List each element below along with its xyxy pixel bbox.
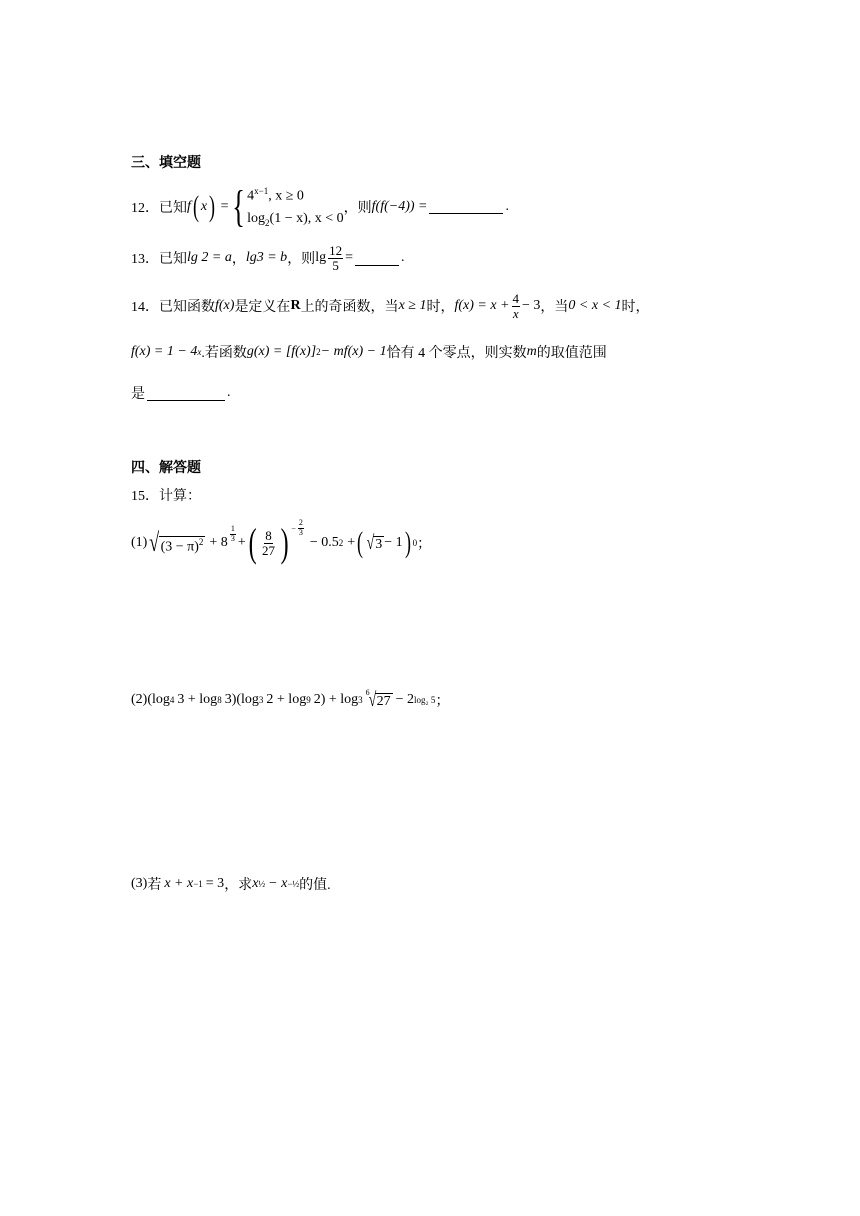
- q13-fraction: [328, 244, 343, 272]
- q15-p3-text2: ，求: [224, 878, 253, 893]
- q14-text-e: ，当: [540, 300, 569, 316]
- q15-p1-exp-num: 2: [298, 518, 303, 528]
- q15-number: 15．: [131, 489, 159, 504]
- q12-case1-exp: x−1: [254, 186, 269, 196]
- q14-fx-def2: f(x) = 1 − 4: [131, 344, 198, 359]
- q14-text-d: 时，: [426, 300, 455, 316]
- q15-p1-sqrt-body: (3 − π): [160, 540, 199, 555]
- q15-p3-label: (3): [131, 876, 148, 891]
- q15-p3-text3: 的值.: [299, 878, 331, 893]
- question-14-line-3: [131, 383, 231, 403]
- q14-fdef-right: − 3: [522, 298, 541, 314]
- section-4-title: 四、解答题: [131, 461, 201, 476]
- q13-lg: lg: [315, 250, 327, 266]
- q14-text-i: 的取值范围: [536, 346, 607, 361]
- q15-p1-minus1: − 1: [384, 535, 403, 550]
- sqrt-symbol: √ 27: [368, 689, 391, 711]
- answer-blank[interactable]: [429, 199, 503, 214]
- q12-case1-base: 4: [247, 188, 255, 204]
- question-13: [131, 244, 404, 272]
- q12-f: f: [187, 198, 191, 214]
- q15-p1-fraction: [261, 529, 276, 557]
- q15-p1-8-exp-den: 3: [230, 533, 235, 543]
- q13-text1: 已知: [159, 252, 187, 268]
- q14-g-exp: 2: [316, 347, 321, 357]
- q15-p1-plus3: +: [347, 535, 356, 550]
- q13-sep: ，: [231, 252, 246, 268]
- q15-p3-x2-exp: −½: [287, 879, 300, 889]
- q14-number: 14．: [131, 300, 159, 316]
- answer-blank[interactable]: [355, 251, 399, 266]
- q13-eq: =: [345, 250, 353, 266]
- q15-p1-exp-frac: [298, 519, 304, 537]
- q15-p1-exp-den: 3: [298, 527, 303, 537]
- q15-p3-minus: − x: [268, 876, 288, 891]
- q12-case2-rest: (1 − x), x < 0: [269, 210, 344, 226]
- q15-p2-root-body: 27: [376, 694, 391, 709]
- q15-part-3: [131, 874, 331, 894]
- question-14-line-1: [131, 292, 650, 320]
- q15-p1-sqrt-exp: 2: [198, 537, 204, 548]
- q12-case-2: [247, 208, 344, 234]
- q12-case2-sub: 2: [265, 217, 270, 228]
- q15-p2-end: ；: [435, 694, 450, 709]
- q14-text-j: 是: [131, 387, 145, 402]
- q15-p2-a-sub: 4: [169, 695, 175, 705]
- q15-p1-root-body: 3: [375, 537, 383, 552]
- q14-fraction: [512, 292, 521, 320]
- q14-fx-exp: x: [197, 347, 202, 357]
- q12-var: x: [200, 198, 208, 214]
- q15-p2-c: 3)(log: [224, 692, 259, 707]
- q15-p2-e: 2) + log: [313, 692, 359, 707]
- q14-frac-num: 4: [512, 291, 520, 306]
- q14-fx: f(x): [215, 298, 235, 314]
- q15-p2-a: (log: [147, 692, 170, 707]
- sqrt-symbol: √ 3: [366, 532, 383, 554]
- q12-lead: 已知: [159, 200, 187, 216]
- q12-mid: ，则: [343, 200, 372, 216]
- sqrt-symbol: √ $(3 - \pi)^2$: [149, 528, 204, 557]
- q15-part-1: (1) √ $(3 - \pi)^2$ + 8 $\frac{1}{3}$ + ( $\frac{8}{27}$ ) − $\frac{2}{3}$ − 0.5 2 + ( √ 3 − 1 ) 0 ；: [131, 518, 432, 565]
- answer-blank[interactable]: [147, 386, 225, 401]
- q14-text-g: .若函数: [201, 346, 247, 361]
- q15-p2-label: (2): [131, 692, 148, 707]
- q14-text-b: 是定义在: [234, 300, 291, 316]
- q14-m: m: [526, 344, 537, 359]
- q14-g-rest: − mf(x) − 1: [320, 344, 387, 359]
- q15-title: 计算：: [159, 489, 201, 504]
- q14-frac-den: x: [512, 305, 519, 321]
- q13-frac-num: 12: [329, 243, 343, 258]
- q15-p2-b-sub: 8: [217, 695, 222, 705]
- q12-end: .: [505, 198, 509, 214]
- q13-end: .: [400, 250, 405, 266]
- q13-text2: ，则: [287, 252, 316, 268]
- q15-p1-end: ；: [417, 537, 432, 552]
- q14-end: .: [227, 385, 231, 400]
- question-15: [131, 485, 201, 505]
- q15-p1-8-exp-num: 1: [230, 524, 235, 534]
- q13-expr2: lg3 = b: [245, 250, 288, 266]
- q14-fdef-left: f(x) = x +: [454, 298, 510, 314]
- q13-number: 13．: [131, 252, 159, 268]
- q15-p1-zero-exp: 0: [412, 538, 418, 548]
- q15-p1-plus2: +: [237, 535, 246, 550]
- brace-icon: {: [232, 181, 245, 231]
- q14-text-h: 恰有 4 个零点，则实数: [386, 346, 527, 361]
- q15-p3-cond: x + x: [164, 876, 194, 891]
- q12-case2-log: log: [247, 210, 266, 226]
- q15-p3-x1-exp: ½: [258, 879, 266, 889]
- q14-text-f: 时，: [621, 300, 650, 316]
- q14-R: R: [290, 298, 301, 314]
- q12-number: 12．: [131, 200, 159, 216]
- q15-p2-f-exp: log₂ 5: [414, 695, 436, 705]
- question-14-line-2: [131, 342, 607, 362]
- q15-p1-frac-den: 27: [262, 542, 276, 558]
- q15-part-2: [131, 687, 450, 711]
- q15-p2-root-idx: 6: [365, 687, 370, 697]
- question-12: 12． 已知 f ( x ) = { $4^{x-1}$, x ≥ 0 $\log_2(1 - x)$, x < 0 ，则 f(f(−4)) = .: [131, 180, 509, 233]
- q15-p1-05-exp: 2: [338, 538, 344, 548]
- q15-p3-cond-rest: = 3: [205, 876, 225, 891]
- q12-ask: f(f(−4)) =: [371, 198, 428, 214]
- q14-cond1: x ≥ 1: [398, 298, 427, 314]
- q14-text-c: 上的奇函数，当: [300, 300, 399, 316]
- q15-p2-b: 3 + log: [177, 692, 218, 707]
- q15-p1-8-exp: [230, 525, 236, 543]
- q12-case1-cond: , x ≥ 0: [268, 188, 304, 204]
- q15-p1-frac-num: 8: [265, 527, 272, 543]
- q15-p3-x1: x: [252, 876, 259, 891]
- q12-cases: [247, 180, 344, 233]
- q12-case-1: [247, 180, 344, 208]
- q13-frac-den: 5: [332, 257, 339, 273]
- q15-p3-cond-exp: −1: [193, 879, 203, 889]
- q15-p3-text1: 若: [147, 878, 162, 893]
- q15-p2-e-sub: 3: [358, 695, 363, 705]
- q15-p2-d: 2 + log: [266, 692, 307, 707]
- q15-p1-exp-sign: −: [291, 523, 296, 533]
- q15-p1-exp: [291, 519, 306, 537]
- q15-p1-eight: + 8: [209, 535, 228, 550]
- q14-text-a: 已知函数: [159, 300, 215, 316]
- q14-cond2: 0 < x < 1: [568, 298, 622, 314]
- q15-p1-label: (1): [131, 535, 148, 550]
- section-3-title: 三、填空题: [131, 156, 201, 171]
- q15-p1-minus: − 0.5: [309, 535, 339, 550]
- q15-p2-f: − 2: [395, 692, 415, 707]
- q14-g-def: g(x) = [f(x)]: [246, 344, 317, 359]
- q15-p2-c-sub: 3: [258, 695, 264, 705]
- q15-p2-d-sub: 9: [306, 695, 311, 705]
- q13-expr1: lg 2 = a: [187, 250, 232, 266]
